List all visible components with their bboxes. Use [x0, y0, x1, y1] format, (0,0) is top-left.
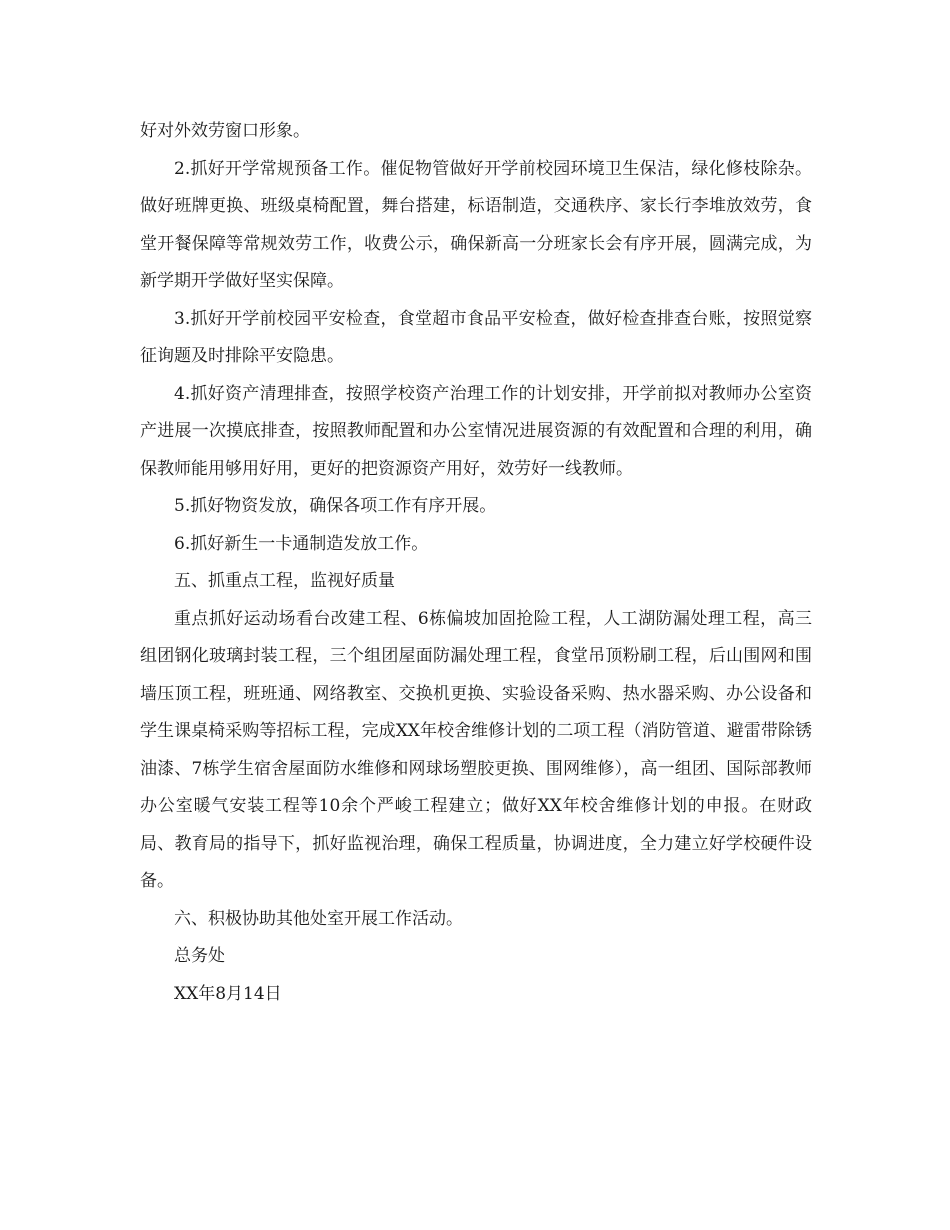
signature-date: XX年8月14日 — [174, 983, 282, 1004]
section-heading-5: 五、抓重点工程，监视好质量 — [174, 571, 395, 591]
paragraph-key-projects: 重点抓好运动场看台改建工程、6栋偏坡加固抢险工程，人工湖防漏处理工程，高三组团钢化玻璃封装工程，三个组团屋面防漏处理工程，食堂吊顶粉刷工程，后山围网和围墙压顶工程，班班通、网络教室、交换机更换、实验设备采购、热水器采购、办公设备和学生课桌椅采购等招标工程，完成XX年校舍维修计划的二项工程（消防管道、避雷带除锈油漆、7栋学生宿舍屋面防水维修和网球场塑胶更换、围网维修），高一组团、国际部教师办公室暖气安装工程等10余个严峻工程建立；做好XX年校舍维修计划的申报。在财政局、教育局的指导下，抓好监视治理，确保工程质量，协调进度，全力建立好学校硬件设备。 — [140, 608, 812, 891]
paragraph-item-5: 5.抓好物资发放，确保各项工作有序开展。 — [174, 496, 497, 516]
paragraph-item-3: 3.抓好开学前校园平安检查，食堂超市食品平安检查，做好检查排查台账，按照觉察征询题及时排除平安隐患。 — [140, 308, 812, 366]
section-heading-6: 六、积极协助其他处室开展工作活动。 — [174, 908, 463, 929]
paragraph-item-6: 6.抓好新生一卡通制造发放工作。 — [174, 533, 429, 554]
paragraph-continued-intro: 好对外效劳窗口形象。 — [140, 121, 310, 141]
signature-department: 总务处 — [174, 946, 225, 966]
paragraph-item-2: 2.抓好开学常规预备工作。催促物管做好开学前校园环境卫生保洁，绿化修枝除杂。做好班牌更换、班级桌椅配置，舞台搭建，标语制造，交通秩序、家长行李堆放效劳，食堂开餐保障等常规效劳工作，收费公示，确保新高一分班家长会有序开展，圆满完成，为新学期开学做好坚实保障。 — [140, 158, 812, 291]
document-body — [140, 113, 812, 1013]
paragraph-item-4: 4.抓好资产清理排查，按照学校资产治理工作的计划安排，开学前拟对教师办公室资产进展一次摸底排查，按照教师配置和办公室情况进展资源的有效配置和合理的利用，确保教师能用够用好用，更好的把资源资产用好，效劳好一线教师。 — [140, 383, 812, 479]
